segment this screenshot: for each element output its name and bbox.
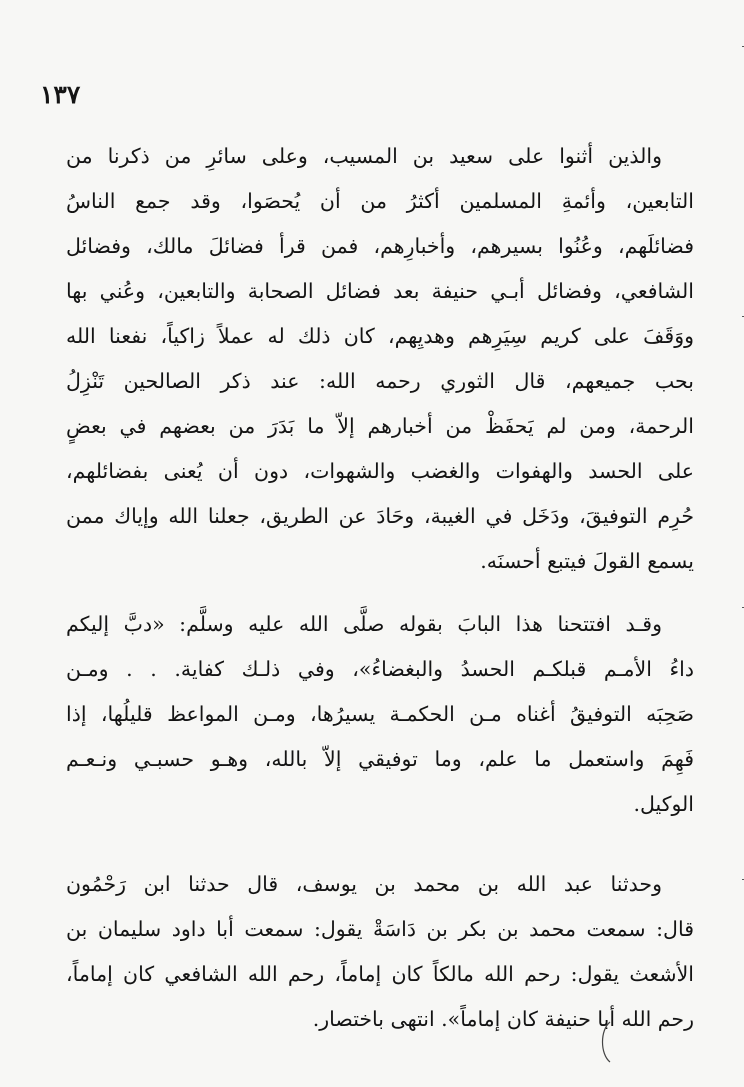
text-line: الأشعث يقول: رحم الله مالكاً كان إماماً، رحم الله الشافعي كان إماماً، — [66, 962, 694, 986]
text-line: قال: سمعت محمد بن بكر بن دَاسَةْ يقول: سمعت أبا داود سليمان بن — [66, 917, 694, 941]
paragraph-narration — [66, 862, 694, 1042]
text-line: فضائلَهم، وعُنُوا بسيرهم، وأخبارِهم، فمن قرأ فضائلَ مالك، وفضائل — [66, 234, 694, 258]
text-line: الرحمة، ومن لم يَحفَظْ من أخبارهم إلاّ ما بَدَرَ من بعضهم في بعضٍ — [66, 414, 694, 438]
text-line: حُرِم التوفيقَ، ودَخَل في الغيبة، وحَادَ عن الطريق، جعلنا الله وإياك ممن — [66, 504, 694, 528]
text-line: والذين أثنوا على سعيد بن المسيب، وعلى سائرِ من ذكرنا من — [66, 144, 662, 168]
text-line: الشافعي، وفضائل أبـي حنيفة بعد فضائل الصحابة والتابعين، وعُني بها — [66, 279, 694, 303]
text-line: فَهِمَ واستعمل ما علم، وما توفيقي إلاّ بالله، وهـو حسبـي ونـعـم — [66, 747, 694, 771]
text-line: وقـد افتتحنا هذا البابَ بقوله صلَّى الله عليه وسلَّم: «دبَّ إليكم — [66, 612, 662, 636]
text-line: وحدثنا عبد الله بن محمد بن يوسف، قال حدثنا ابن رَحْمُون — [66, 872, 662, 896]
text-line: بحب جميعهم، قال الثوري رحمه الله: عند ذكر الصالحين تَنْزِلُ — [66, 369, 694, 393]
paragraph-chapter-opening — [66, 602, 694, 827]
page-number: ١٣٧ — [40, 80, 81, 109]
margin-bracket-mark — [598, 1020, 612, 1064]
text-line: داءُ الأمـم قبلكـم الحسدُ والبغضاءُ»، وفي ذلـك كفاية. . . ومـن — [66, 657, 694, 681]
text-line: ووَقَفَ على كريم سِيَرِهم وهديِهم، كان ذلك له عملاً زاكياً، نفعنا الله — [66, 324, 694, 348]
text-line: يسمع القولَ فيتبع أحسنَه. — [480, 549, 694, 573]
text-line: على الحسد والهفوات والغضب والشهوات، دون أن يُعنى بفضائلهم، — [66, 459, 694, 483]
text-line: الوكيل. — [633, 792, 694, 816]
text-line: رحم الله أبا حنيفة كان إماماً». انتهى باختصار. — [312, 1007, 694, 1031]
paragraph-praise-of-scholars — [66, 134, 694, 584]
text-line: صَحِبَه التوفيقُ أغناه مـن الحكمـة يسيرُها، ومـن المواعظ قليلُها، إذا — [66, 702, 694, 726]
text-line: التابعين، وأئمةِ المسلمين أكثرُ من أن يُحصَوا، وقد جمع الناسُ — [66, 189, 694, 213]
